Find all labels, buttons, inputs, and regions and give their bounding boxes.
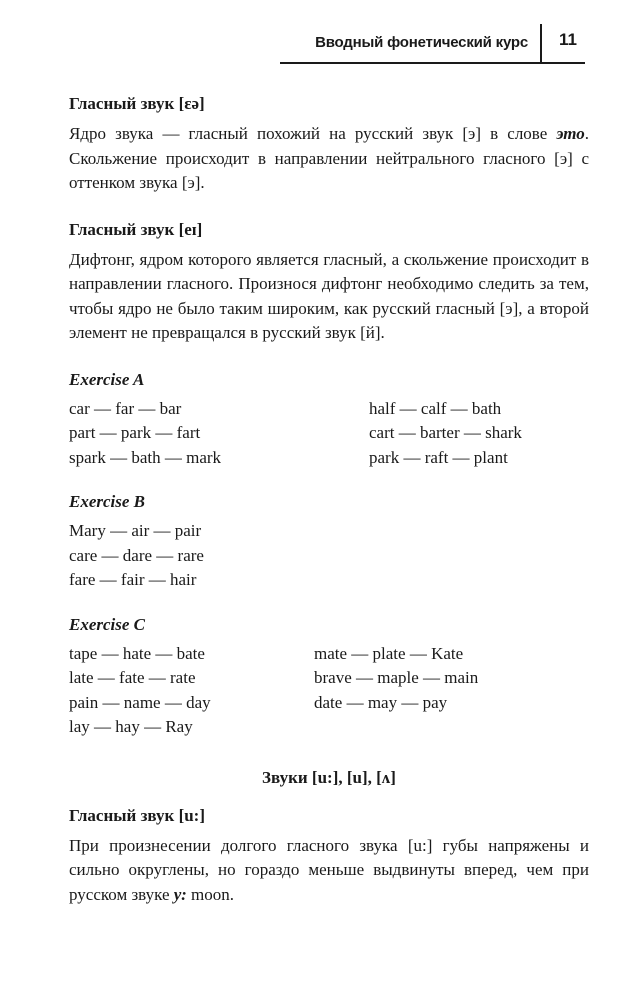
exercise-c-left [69, 642, 314, 740]
exercise-a-columns [69, 397, 589, 471]
word-row: spark — bath — mark [69, 447, 222, 467]
exercise-c-columns [69, 642, 589, 740]
sounds-heading: Звуки [u:], [u], [ʌ] [262, 767, 396, 787]
exercise-b-left [69, 519, 204, 593]
exercise-a-title: Exercise A [69, 369, 145, 389]
section-paragraph-u-long [69, 834, 589, 908]
word-row: car — far — bar [69, 398, 182, 418]
word-row: lay — hay — Ray [69, 717, 193, 736]
word-row: fare — fair — hair [69, 570, 197, 589]
exercise-a-right [369, 397, 522, 471]
header-rule [280, 62, 585, 64]
page-number: 11 [559, 30, 577, 49]
word-row: park — raft — plant [369, 447, 508, 467]
para-text: Ядро звука — гласный похожий на русский звук [э] в слове [69, 124, 557, 143]
emphasis-word: у: [173, 884, 187, 904]
para-text: moon. [186, 884, 234, 904]
section-heading-ei: Гласный звук [eɪ] [69, 219, 203, 239]
word-row: Mary — air — pair [69, 521, 202, 540]
section-heading-u-long: Гласный звук [u:] [69, 805, 206, 825]
word-row: pain — name — day [69, 692, 211, 712]
word-row: half — calf — bath [369, 398, 502, 418]
exercise-c-title: Exercise C [69, 614, 146, 634]
exercise-b-columns [69, 519, 589, 593]
section-heading-ea: Гласный звук [ɛə] [69, 94, 205, 113]
exercise-b-title: Exercise B [69, 492, 146, 511]
word-row: cart — barter — shark [369, 423, 522, 442]
section-paragraph-ei: Дифтонг, ядром которого является гласный, а скольжение происходит в направлении гласного. Произнося дифтонг необходимо следить за тем, чтобы ядро не было таким широким, как русский гласный [э], а второй элемент не превращался в русский звук [й]. [69, 249, 589, 342]
running-header-title: Вводный фонетический курс [315, 34, 528, 51]
word-row: late — fate — rate [69, 668, 196, 687]
exercise-a-left [69, 397, 369, 471]
page-header [0, 22, 623, 66]
page-content [69, 92, 589, 907]
word-row: part — park — fart [69, 423, 201, 442]
word-row: tape — hate — bate [69, 643, 205, 663]
exercise-c-right [314, 642, 478, 740]
para-text: При произнесении долгого гласного звука [u:] губы напряжены и сильно округлены, но гораздо меньше выдвинуты вперед, чем при русском звуке [69, 835, 589, 904]
word-row: brave — maple — main [314, 668, 479, 687]
word-row: care — dare — rare [69, 545, 204, 565]
word-row: mate — plate — Kate [314, 643, 464, 663]
para-text: . Скольжение происходит в направлении нейтрального гласного [э] с оттенком звука [э]. [69, 124, 589, 192]
section-paragraph-ea [69, 122, 589, 196]
emphasis-word: это [556, 124, 585, 143]
header-divider [540, 24, 542, 64]
word-row: date — may — pay [314, 692, 448, 712]
